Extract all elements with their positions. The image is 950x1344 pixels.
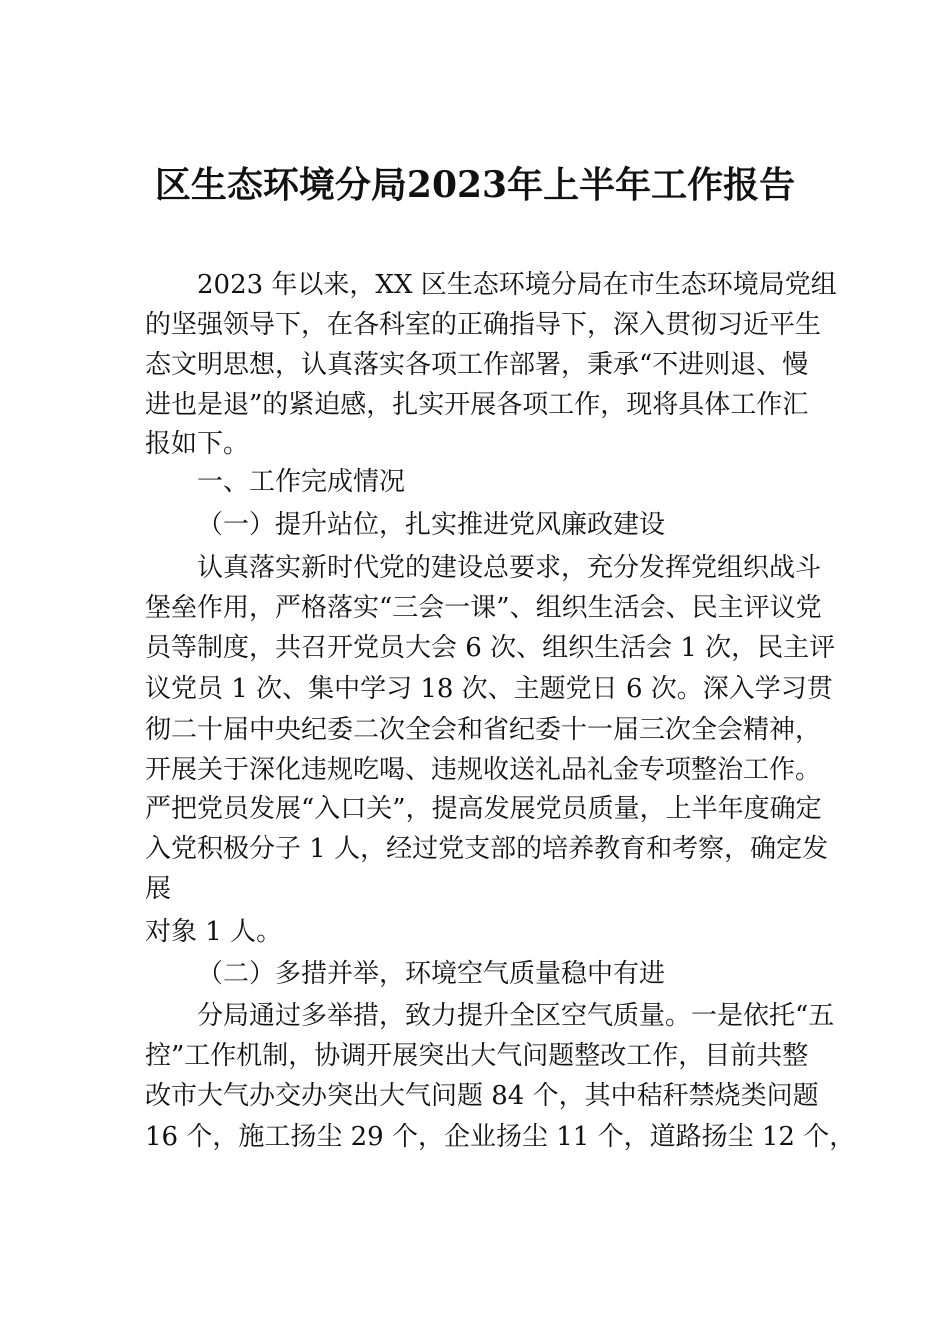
paragraph-line: 改市大气办交办突出大气问题 84 个，其中秸秆禁烧类问题 bbox=[145, 1081, 819, 1111]
paragraph-line: 员等制度，共召开党员大会 6 次、组织生活会 1 次，民主评 bbox=[145, 633, 836, 663]
paragraph-line: 分局通过多举措，致力提升全区空气质量。一是依托“五 bbox=[197, 1001, 835, 1031]
paragraph-line: 严把党员发展“入口关”，提高发展党员质量，上半年度确定 bbox=[145, 794, 822, 824]
paragraph-line: 的坚强领导下，在各科室的正确指导下，深入贯彻习近平生 bbox=[145, 310, 822, 340]
paragraph-line: 认真落实新时代党的建设总要求，充分发挥党组织战斗 bbox=[197, 553, 822, 583]
paragraph-line: 堡垒作用，严格落实“三会一课”、组织生活会、民主评议党 bbox=[145, 593, 822, 623]
paragraph-line: 态文明思想，认真落实各项工作部署，秉承“不进则退、慢 bbox=[145, 350, 809, 380]
paragraph-line: 入党积极分子 1 人，经过党支部的培养教育和考察，确定发 bbox=[145, 834, 829, 864]
section-heading: 一、工作完成情况 bbox=[197, 467, 406, 497]
paragraph-line: 对象 1 人。 bbox=[145, 917, 283, 947]
subsection-heading: （一）提升站位，扎实推进党风廉政建设 bbox=[197, 510, 666, 540]
paragraph-line: 彻二十届中央纪委二次全会和省纪委十一届三次全会精神， bbox=[145, 715, 822, 745]
paragraph-line: 进也是退”的紧迫感，扎实开展各项工作，现将具体工作汇 bbox=[145, 390, 809, 420]
paragraph-line: 报如下。 bbox=[145, 429, 250, 459]
paragraph-line: 展 bbox=[145, 874, 172, 904]
paragraph-line: 议党员 1 次、集中学习 18 次、主题党日 6 次。深入学习贯 bbox=[145, 674, 833, 704]
subsection-heading: （二）多措并举，环境空气质量稳中有进 bbox=[197, 959, 666, 989]
document-title: 区生态环境分局2023年上半年工作报告 bbox=[154, 164, 796, 206]
paragraph-line: 2023 年以来，XX 区生态环境分局在市生态环境局党组 bbox=[197, 270, 837, 300]
paragraph-line: 开展关于深化违规吃喝、违规收送礼品礼金专项整治工作。 bbox=[145, 755, 822, 785]
paragraph-line: 控”工作机制，协调开展突出大气问题整改工作，目前共整 bbox=[145, 1041, 809, 1071]
paragraph-line: 16 个，施工扬尘 29 个，企业扬尘 11 个，道路扬尘 12 个， bbox=[145, 1122, 856, 1152]
